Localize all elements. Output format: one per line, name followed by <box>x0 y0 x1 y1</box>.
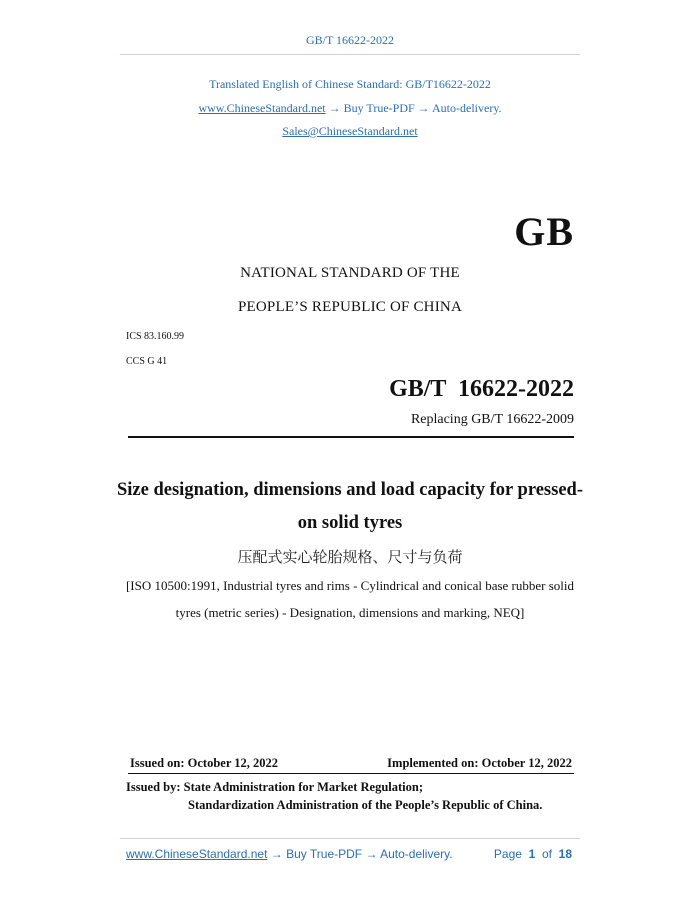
document-title-line1: Size designation, dimensions and load capacity for pressed- <box>117 480 583 500</box>
footer-divider <box>120 838 580 839</box>
issued-by-line2: Standardization Administration of the People’s Republic of China. <box>188 798 543 812</box>
implemented-on-date: Implemented on: October 12, 2022 <box>387 756 572 770</box>
title-divider <box>128 436 574 438</box>
page-label: Page <box>493 847 522 861</box>
replacing-note: Replacing GB/T 16622-2009 <box>410 412 574 427</box>
footer-buy-text: → Buy True-PDF → Auto-delivery. <box>267 847 453 861</box>
email-line <box>0 124 700 139</box>
dates-divider <box>128 773 574 774</box>
running-header: GB/T 16622-2022 <box>305 33 395 47</box>
iso-reference-line2: tyres (metric series) - Designation, dimensions and marking, NEQ] <box>175 605 525 620</box>
standard-number: GB/T 16622-2022 <box>389 376 574 402</box>
ics-code: ICS 83.160.99 <box>126 331 185 342</box>
email-link[interactable]: Sales@ChineseStandard.net <box>282 124 418 138</box>
iso-reference-line1: [ISO 10500:1991, Industrial tyres and rims - Cylindrical and conical base rubber solid <box>125 578 575 593</box>
footer-purchase-line <box>126 847 453 861</box>
chinese-title: 压配式实心轮胎规格、尺寸与负荷 <box>237 548 463 566</box>
purchase-line <box>0 101 700 116</box>
issued-by-line1: Issued by: State Administration for Market Regulation; <box>126 780 423 794</box>
page-total: 18 <box>558 847 572 861</box>
issued-on-date: Issued on: October 12, 2022 <box>130 756 279 770</box>
page-current: 1 <box>528 847 536 861</box>
national-standard-line2: PEOPLE’S REPUBLIC OF CHINA <box>238 299 462 315</box>
header-divider <box>120 54 580 55</box>
page-of: of <box>541 847 552 861</box>
ccs-code: CCS G 41 <box>126 356 168 367</box>
document-title-line2: on solid tyres <box>297 513 403 533</box>
translation-notice: Translated English of Chinese Standard: GB/T16622-2022 <box>209 77 491 91</box>
buy-text: → Buy True-PDF → Auto-delivery. <box>325 101 502 115</box>
site-link[interactable]: www.ChineseStandard.net <box>198 101 326 115</box>
footer-site-link[interactable]: www.ChineseStandard.net <box>126 847 268 861</box>
gb-logo: GB <box>514 209 574 254</box>
page-indicator <box>494 847 572 861</box>
national-standard-line1: NATIONAL STANDARD OF THE <box>240 265 460 281</box>
